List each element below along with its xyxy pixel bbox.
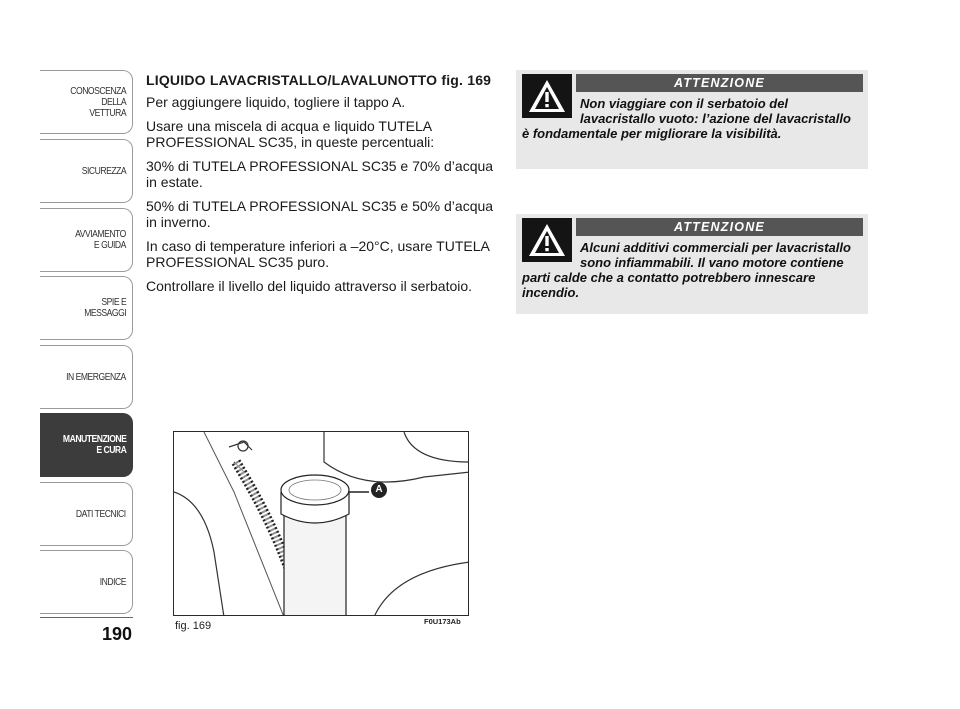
- figure-washer-reservoir: [173, 431, 469, 616]
- tab-spie-e-messaggi[interactable]: [40, 276, 133, 340]
- paragraph: 30% di TUTELA PROFESSIONAL SC35 e 70% d’acqua in estate.: [146, 157, 494, 190]
- section-heading: LIQUIDO LAVACRISTALLO/LAVALUNOTTO fig. 169: [146, 72, 492, 88]
- paragraph: In caso di temperature inferiori a –20°C, usare TUTELA PROFESSIONAL SC35 puro.: [146, 237, 490, 270]
- warning-box: [516, 214, 868, 314]
- warning-text: Alcuni additivi commerciali per lavacristallo sono infiammabili. Il vano motore contiene parti calde che a contatto potrebbero innescare incendio.: [522, 240, 851, 300]
- paragraph: Controllare il livello del liquido attraverso il serbatoio.: [146, 277, 473, 294]
- warning-box: [516, 70, 868, 169]
- tab-label: AVVIAMENTO E GUIDA: [75, 228, 126, 251]
- page-divider: [40, 617, 133, 618]
- tab-label: IN EMERGENZA: [66, 370, 126, 383]
- tab-label: SICUREZZA: [81, 164, 126, 177]
- tab-label: CONOSCENZA DELLA VETTURA: [70, 84, 126, 119]
- page-number: 190: [101, 624, 133, 644]
- warning-triangle-icon: [522, 74, 572, 118]
- tab-avviamento-e-guida[interactable]: [40, 208, 133, 272]
- figure-caption: fig. 169: [175, 620, 212, 632]
- tab-sicurezza[interactable]: [40, 139, 133, 203]
- paragraph: Usare una miscela di acqua e liquido TUTELA PROFESSIONAL SC35, in queste percentuali:: [146, 117, 435, 150]
- callout-label: A: [375, 484, 383, 495]
- warning-title: ATTENZIONE: [576, 218, 863, 236]
- paragraph: 50% di TUTELA PROFESSIONAL SC35 e 50% d’acqua in inverno.: [146, 197, 494, 230]
- paragraph: Per aggiungere liquido, togliere il tappo A.: [146, 94, 406, 110]
- main-text: [146, 72, 498, 301]
- figure-code: F0U173Ab: [424, 617, 461, 626]
- warning-text: Non viaggiare con il serbatoio del lavacristallo vuoto: l’azione del lavacristallo è fondamentale per migliorare la visibilità.: [522, 96, 851, 141]
- tab-label: MANUTENZIONE E CURA: [62, 433, 126, 456]
- washer-reservoir-illustration: [174, 432, 469, 616]
- tab-dati-tecnici[interactable]: [40, 482, 133, 546]
- tab-indice[interactable]: [40, 550, 133, 614]
- tab-label: INDICE: [99, 575, 126, 588]
- tab-label: SPIE E MESSAGGI: [84, 296, 126, 319]
- tab-label: DATI TECNICI: [76, 507, 126, 520]
- tab-manutenzione-e-cura[interactable]: [40, 413, 133, 477]
- warning-triangle-icon: [522, 218, 572, 262]
- tab-in-emergenza[interactable]: [40, 345, 133, 409]
- warning-title: ATTENZIONE: [576, 74, 863, 92]
- tab-conoscenza-della-vettura[interactable]: [40, 70, 133, 134]
